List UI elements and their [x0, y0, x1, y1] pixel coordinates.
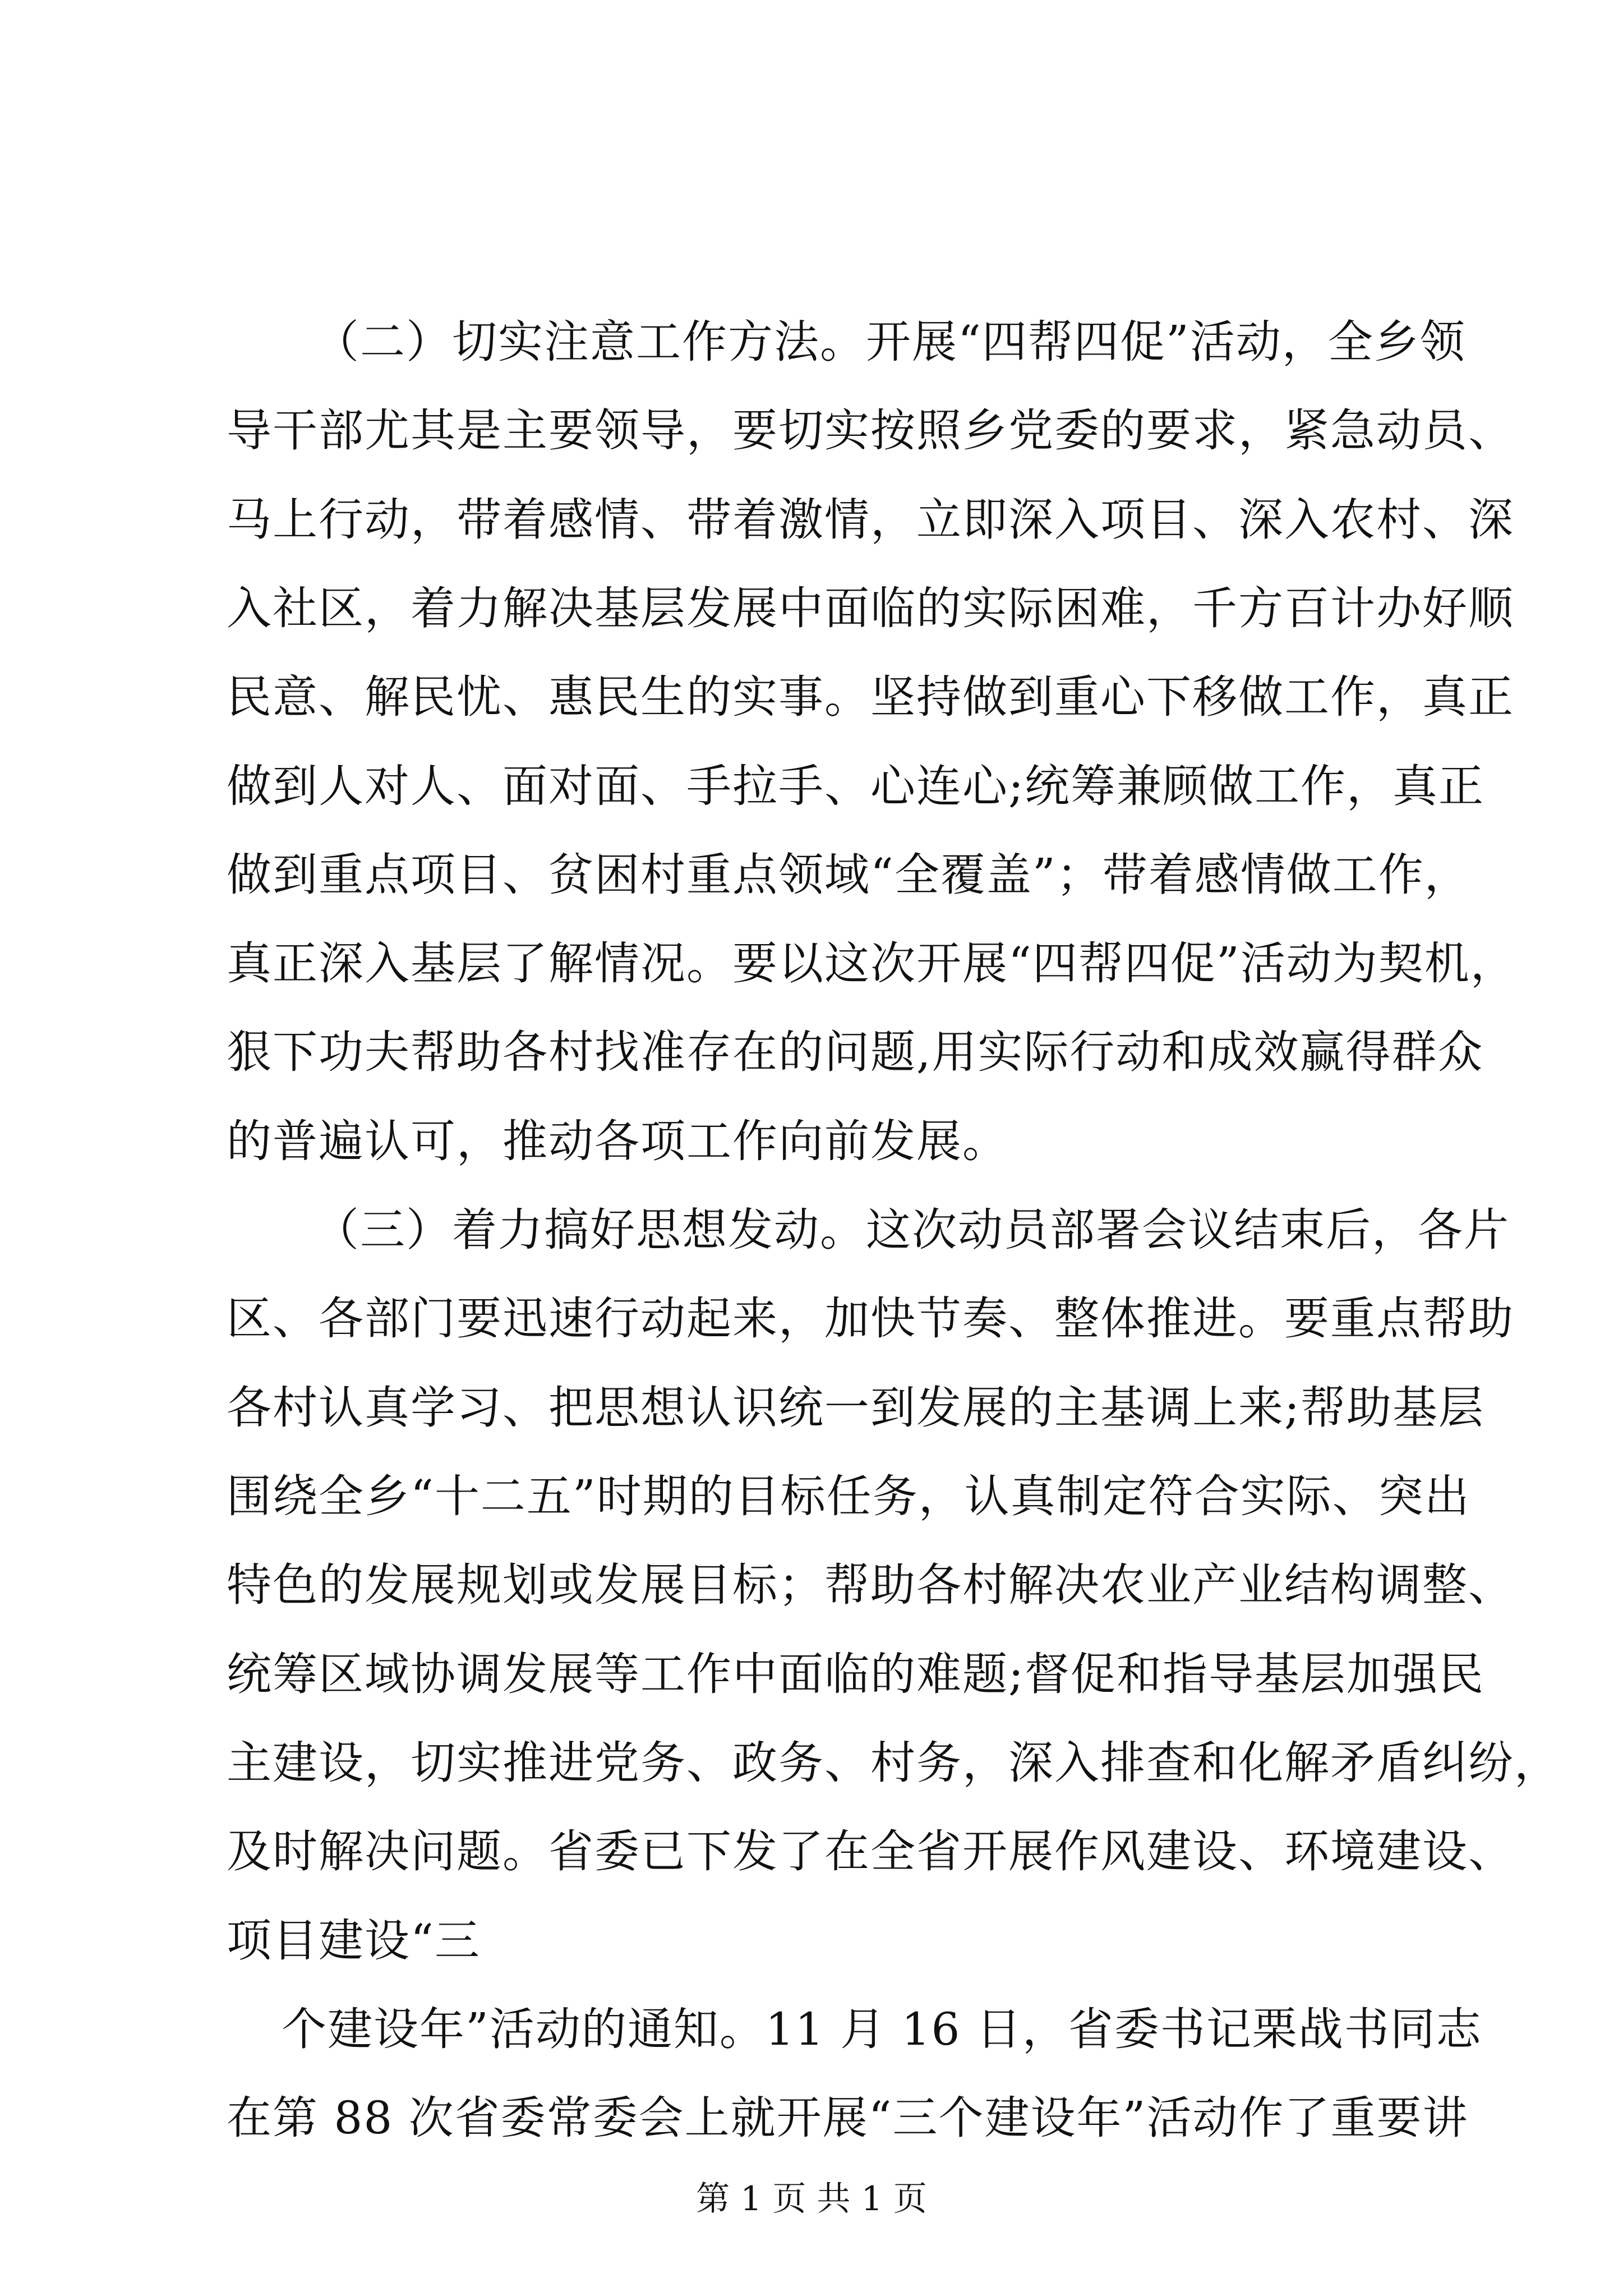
paragraph-3-line-6: 统筹区域协调发展等工作中面临的难题;督促和指导基层加强民	[227, 1648, 1484, 1700]
paragraph-2-line-9: 狠下功夫帮助各村找准存在的问题,用实际行动和成效赢得群众	[227, 1026, 1484, 1078]
paragraph-3-line-2: 区、各部门要迅速行动起来，加快节奏、整体推进。要重点帮助	[227, 1292, 1514, 1345]
paragraph-3-line-7: 主建设，切实推进党务、政务、村务，深入排查和化解矛盾纠纷，	[227, 1737, 1560, 1789]
paragraph-2-line-6: 做到人对人、面对面、手拉手、心连心;统筹兼顾做工作，真正	[227, 760, 1484, 812]
page-footer: 第 1 页 共 1 页	[696, 2179, 927, 2219]
paragraph-3-line-5: 特色的发展规划或发展目标；帮助各村解决农业产业结构调整、	[227, 1559, 1514, 1611]
paragraph-2-line-4: 入社区，着力解决基层发展中面临的实际困难，千方百计办好顺	[227, 582, 1514, 634]
paragraph-2-line-8: 真正深入基层了解情况。要以这次开展“四帮四促”活动为契机，	[227, 937, 1516, 990]
paragraph-4-line-1: 个建设年”活动的通知。11 月 16 日，省委书记栗战书同志	[282, 2003, 1482, 2055]
paragraph-2-line-7: 做到重点项目、贫困村重点领域“全覆盖”；带着感情做工作，	[227, 849, 1470, 901]
paragraph-4-line-2: 在第 88 次省委常委会上就开展“三个建设年”活动作了重要讲	[227, 2092, 1469, 2144]
paragraph-3-line-9: 项目建设“三	[227, 1915, 481, 1967]
paragraph-2-line-5: 民意、解民忧、惠民生的实事。坚持做到重心下移做工作，真正	[227, 671, 1514, 723]
paragraph-2-line-3: 马上行动，带着感情、带着激情，立即深入项目、深入农村、深	[227, 494, 1514, 546]
paragraph-3-line-3: 各村认真学习、把思想认识统一到发展的主基调上来;帮助基层	[227, 1382, 1484, 1434]
paragraph-2-line-1: （二）切实注意工作方法。开展“四帮四促”活动，全乡领	[314, 316, 1466, 368]
paragraph-3-line-1: （三）着力搞好思想发动。这次动员部署会议结束后，各片	[314, 1204, 1510, 1256]
paragraph-2-line-10: 的普遍认可，推动各项工作向前发展。	[227, 1115, 1008, 1167]
paragraph-3-line-8: 及时解决问题。省委已下发了在全省开展作风建设、环境建设、	[227, 1825, 1514, 1878]
paragraph-3-line-4: 围绕全乡“十二五”时期的目标任务，认真制定符合实际、突出	[227, 1470, 1470, 1522]
paragraph-2-line-2: 导干部尤其是主要领导，要切实按照乡党委的要求，紧急动员、	[227, 404, 1514, 457]
